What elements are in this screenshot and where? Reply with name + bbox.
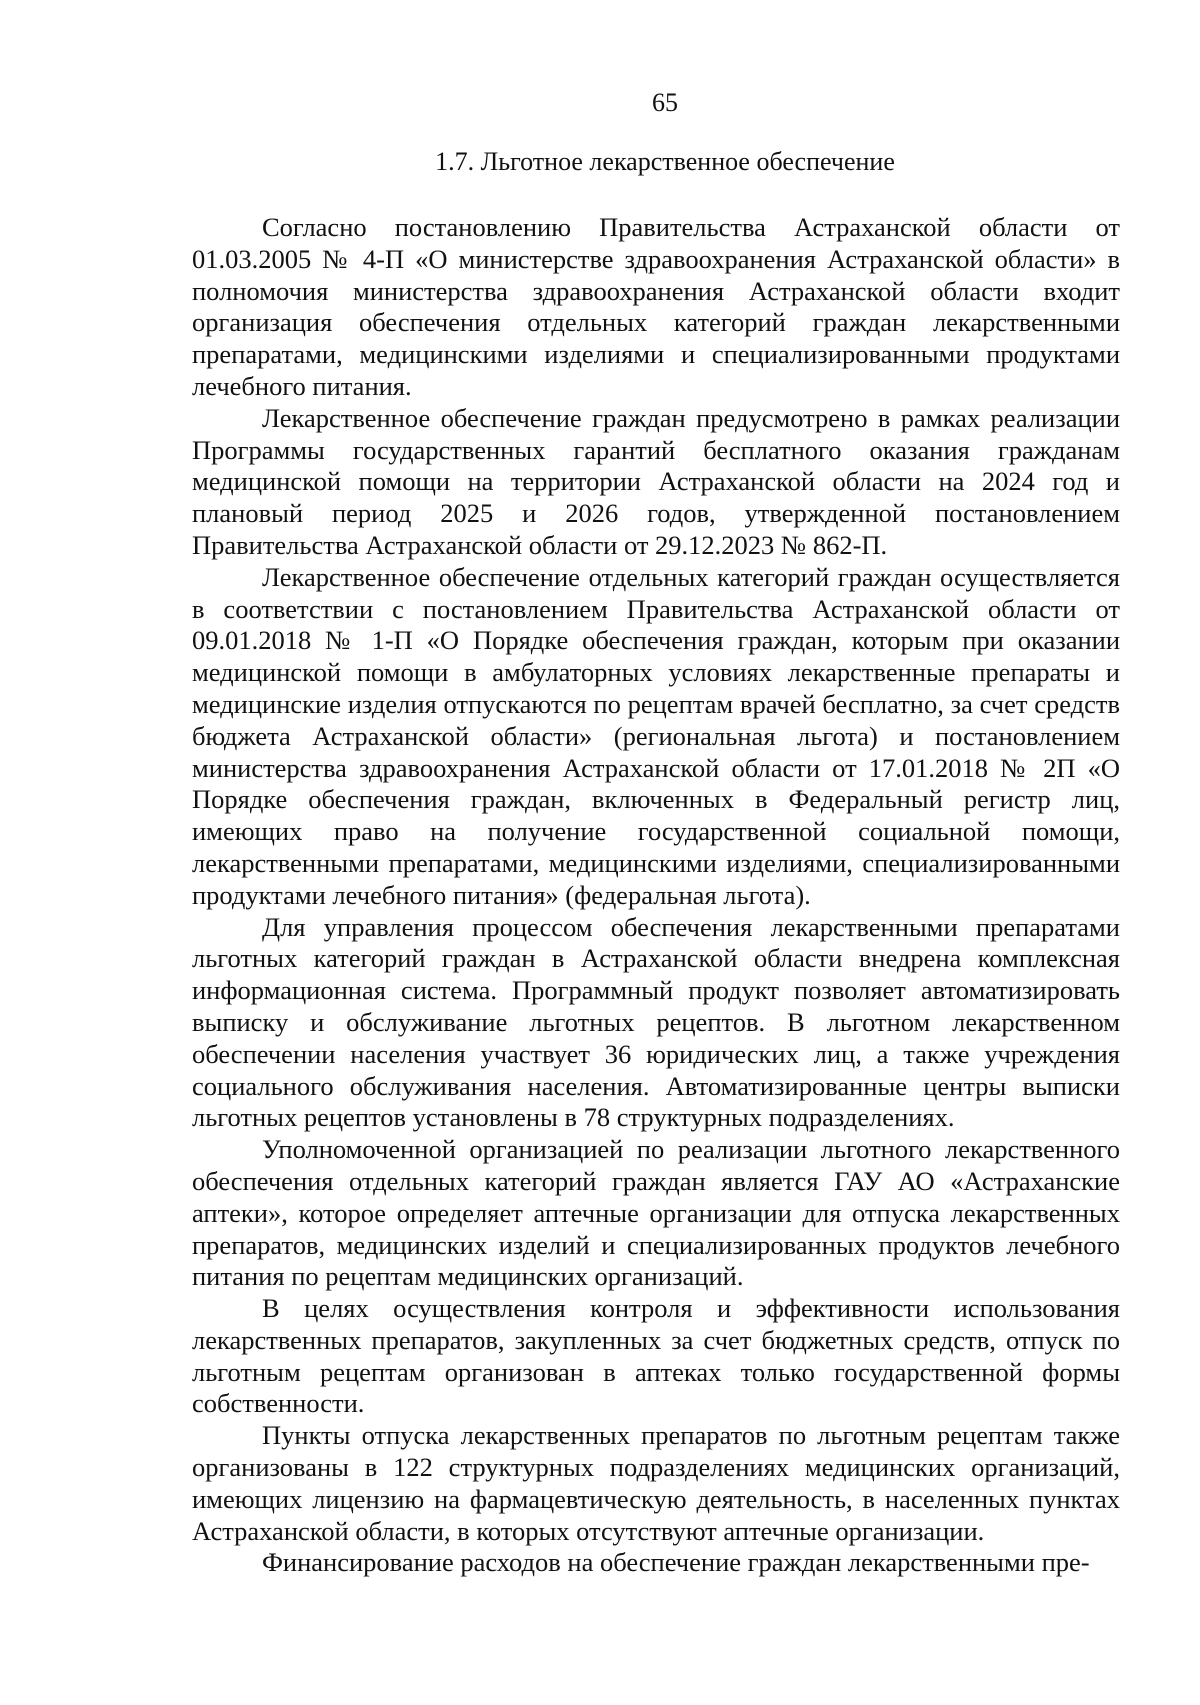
page-number: 65 xyxy=(652,88,678,117)
paragraph-6: В целях осуществления контроля и эффективности использования лекарственных препаратов, закупленных за счет бюджетных средств, отпуск по льготным рецептам организован в аптеках только государственной формы собственности. xyxy=(192,1293,1120,1419)
paragraph-5: Уполномоченной организацией по реализации льготного лекарственного обеспечения отдельных категорий граждан является ГАУ АО «Астраханские аптеки», которое определяет аптечные организации для отпуска лекарственных препаратов, медицинских изделий и специализированных продуктов лечебного питания по рецептам медицинских организаций. xyxy=(192,1134,1120,1292)
paragraph-3: Лекарственное обеспечение отдельных категорий граждан осуществляется в соответствии с постановлением Правительства Астраханской области от 09.01.2018 № 1-П «О Порядке обеспечения граждан, которым при оказании медицинской помощи в амбулаторных условиях лекарственные препараты и медицинские изделия отпускаются по рецептам врачей бесплатно, за счет средств бюджета Астраханской области» (региональная льгота) и постановлением министерства здравоохранения Астраханской области от 17.01.2018 № 2П «О Порядке обеспечения граждан, включенных в Федеральный регистр лиц, имеющих право на получение государственной социальной помощи, лекарственными препаратами, медицинскими изделиями, специализированными продуктами лечебного питания» (федеральная льгота). xyxy=(192,561,1120,910)
paragraph-8: Финансирование расходов на обеспечение граждан лекарственными пре- xyxy=(262,1547,1090,1578)
paragraph-2: Лекарственное обеспечение граждан предусмотрено в рамках реализации Программы государственных гарантий бесплатного оказания гражданам медицинской помощи на территории Астраханской области на 2024 год и плановый период 2025 и 2026 годов, утвержденной постановлением Правительства Астраханской области от 29.12.2023 № 862-П. xyxy=(192,402,1120,560)
section-title: 1.7. Льготное лекарственное обеспечение xyxy=(435,147,895,176)
paragraph-7: Пункты отпуска лекарственных препаратов по льготным рецептам также организованы в 122 структурных подразделениях медицинских организаций, имеющих лицензию на фармацевтическую деятельность, в населенных пунктах Астраханской области, в которых отсутствуют аптечные организации. xyxy=(192,1420,1120,1546)
body-text xyxy=(192,212,1120,1579)
paragraph-4: Для управления процессом обеспечения лекарственными препаратами льготных категорий граждан в Астраханской области внедрена комплексная информационная система. Программный продукт позволяет автоматизировать выписку и обслуживание льготных рецептов. В льготном лекарственном обеспечении населения участвует 36 юридических лиц, а также учреждения социального обслуживания населения. Автоматизированные центры выписки льготных рецептов установлены в 78 структурных подразделениях. xyxy=(192,911,1120,1133)
paragraph-1: Согласно постановлению Правительства Астраханской области от 01.03.2005 № 4-П «О министерстве здравоохранения Астраханской области» в полномочия министерства здравоохранения Астраханской области входит организация обеспечения отдельных категорий граждан лекарственными препаратами, медицинскими изделиями и специализированными продуктами лечебного питания. xyxy=(192,212,1120,401)
